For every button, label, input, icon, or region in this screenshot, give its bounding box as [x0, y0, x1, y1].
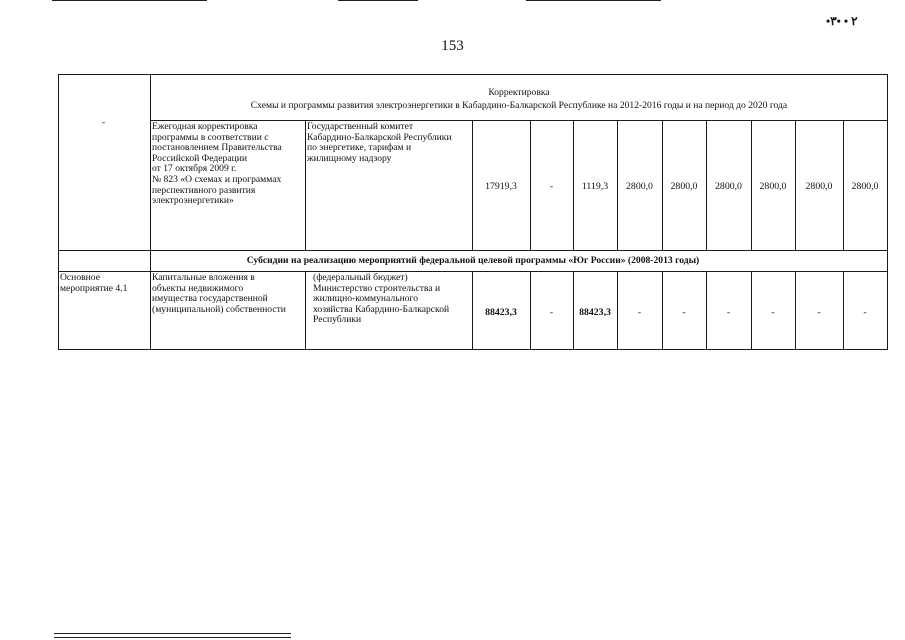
text-line: Основное	[60, 272, 100, 283]
value-cell: 88423,3	[485, 307, 517, 318]
section2-title: Субсидии на реализацию мероприятий федеральной целевой программы «Юг России» (2008-2013 годы)	[246, 255, 700, 266]
section1-title-line2: Схемы и программы развития электроэнергетики в Кабардино-Балкарской Республике на 2012-2016 годы и на период до 2020 года	[250, 100, 788, 111]
text-line: объекты недвижимого	[152, 282, 244, 294]
value-cell: 2800,0	[759, 181, 787, 192]
top-rule-right	[526, 0, 661, 1]
top-rule-left	[52, 0, 207, 1]
bottom-rule-1	[54, 633, 291, 634]
section2-code-cell	[60, 273, 127, 294]
text-line: хозяйства Кабардино-Балкарской	[313, 303, 450, 315]
value-cell: 88423,3	[579, 307, 611, 318]
section1-left-mark: -	[102, 117, 106, 128]
text-line: Республики	[313, 314, 362, 326]
value-cell: -	[682, 307, 686, 318]
value-cell: 2800,0	[805, 181, 833, 192]
value-cell: -	[637, 307, 642, 318]
text-line: от 17 октября 2009 г.	[152, 163, 237, 175]
top-rule-mid	[338, 0, 418, 1]
value-cell: 17919,3	[485, 181, 517, 192]
section2-executor-cell	[313, 273, 449, 326]
text-line: Капитальные вложения в	[152, 272, 255, 283]
text-line: жилищному надзору	[307, 152, 392, 164]
page-number: 153	[441, 38, 464, 54]
value-cell: -	[817, 307, 821, 318]
text-line: Российской Федерации	[152, 152, 247, 164]
text-line: имущества государственной	[152, 293, 268, 305]
section1-executor-cell	[307, 122, 452, 164]
value-cell: 2800,0	[715, 181, 742, 192]
section1-title-line1: Корректировка	[488, 87, 550, 98]
value-cell: -	[549, 307, 554, 318]
text-line: по энергетике, тарифам и	[307, 142, 412, 154]
value-cell: -	[863, 307, 867, 318]
text-line: перспективного развития	[152, 184, 256, 196]
text-line: программы в соответствии с	[152, 131, 269, 143]
text-line: Министерство строительства и	[313, 282, 441, 294]
section2-activity-cell	[152, 273, 286, 315]
section1-activity-cell	[152, 122, 282, 207]
value-cell: 2800,0	[851, 181, 879, 192]
text-line: постановлением Правительства	[152, 142, 282, 154]
value-cell: -	[771, 307, 775, 318]
corner-mark: •٢ • •٣	[826, 14, 858, 28]
text-line: Ежегодная корректировка	[152, 121, 258, 132]
text-line: жилищно-коммунального	[313, 293, 418, 305]
text-line: мероприятие 4.1	[60, 282, 128, 294]
value-cell: -	[726, 307, 731, 318]
value-cell: 2800,0	[670, 181, 698, 192]
text-line: № 823 «О схемах и программах	[152, 173, 282, 185]
value-cell: 2800,0	[626, 181, 653, 192]
text-line: Кабардино-Балкарской Республики	[307, 131, 452, 143]
text-line: электроэнергетики»	[152, 195, 234, 207]
text-line: Государственный комитет	[307, 121, 414, 132]
value-cell: 1119,3	[581, 181, 609, 192]
bottom-rule-2	[54, 637, 291, 638]
text-line: (муниципальной) собственности	[152, 303, 286, 315]
value-cell: -	[549, 181, 554, 192]
text-line: (федеральный бюджет)	[313, 272, 408, 283]
